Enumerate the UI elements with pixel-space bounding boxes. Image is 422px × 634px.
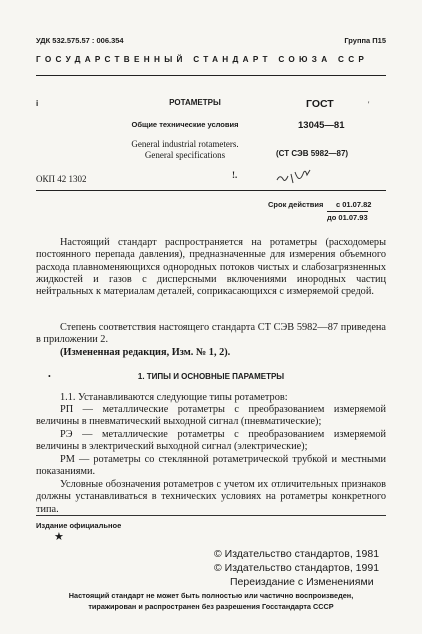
type-re: РЭ — металлические ротаметры с преобразованием измеряемой величины в электрический выходной сигнал (электрические);	[36, 429, 386, 453]
gost-label: ГОСТ	[306, 98, 334, 110]
validity-from: с 01.07.82	[336, 200, 372, 209]
star-icon: ★	[54, 531, 64, 543]
type-rm: РМ — ротаметры со стеклянной ротаметрической трубкой и местными показаниями.	[36, 454, 386, 478]
revision-note: (Измененная редакция, Изм. № 1, 2).	[60, 347, 231, 358]
designation-paragraph: Условные обозначения ротаметров с учетом их отличительных признаков должны устанавливаться в технических условиях на ротаметры конкретного типа.	[36, 479, 386, 515]
title-rule	[36, 190, 386, 191]
sev-reference: (СТ СЭВ 5982—87)	[276, 149, 349, 158]
type-rp: РП — металлические ротаметры с преобразованием измеряемой величины в пневматический выходной сигнал (пневматические);	[36, 404, 386, 428]
handwritten-signature	[275, 166, 315, 186]
top-rule	[36, 75, 386, 76]
okp-code: ОКП 42 1302	[36, 174, 87, 184]
ink-mark: !.	[232, 170, 238, 180]
section-bullet: •	[48, 372, 51, 381]
margin-mark: i	[36, 99, 39, 108]
compliance-paragraph: Степень соответствия настоящего стандарта СТ СЭВ 5982—87 приведена в приложении 2.	[36, 322, 386, 346]
gost-number: 13045—81	[298, 120, 345, 131]
english-title-line2: General specifications	[144, 150, 226, 160]
state-standard-heading: ГОСУДАРСТВЕННЫЙ СТАНДАРТ СОЮЗА ССР	[36, 55, 369, 64]
corner-mark: '	[368, 100, 370, 109]
document-title: РОТАМЕТРЫ	[169, 98, 221, 107]
section-title: 1. ТИПЫ И ОСНОВНЫЕ ПАРАМЕТРЫ	[137, 372, 285, 381]
document-subtitle: Общие технические условия	[131, 120, 239, 129]
group-code: Группа П15	[344, 36, 386, 45]
copyright-1981: © Издательство стандартов, 1981	[214, 548, 380, 560]
validity-to: до 01.07.93	[327, 213, 368, 222]
reissue-note: Переиздание с Изменениями	[230, 576, 374, 588]
clause-1-1: 1.1. Устанавливаются следующие типы ротаметров:	[60, 392, 288, 403]
english-title-line1: General industrial rotameters.	[131, 139, 239, 149]
scope-paragraph: Настоящий стандарт распространяется на ротаметры (расходомеры постоянного перепада давления), предназначенные для измерения объемного расхода плавноменяющихся однородных потоков чистых и слабозагрязненных жидкостей и газов с дисперсными включениями инородных частиц нейтральных к материалам деталей, соприкасающихся с измеряемой средой.	[36, 237, 386, 298]
validity-label: Срок действия	[268, 200, 324, 209]
footer-rule	[36, 515, 386, 516]
official-edition: Издание официальное	[36, 521, 122, 530]
reproduction-notice-line2: тиражирован и распространен без разрешения Госстандарта СССР	[88, 602, 334, 611]
reproduction-notice-line1: Настоящий стандарт не может быть полностью или частично воспроизведен,	[68, 591, 354, 600]
udk-code: УДК 532.575.57 : 006.354	[36, 36, 124, 45]
copyright-1991: © Издательство стандартов, 1991	[214, 562, 380, 574]
